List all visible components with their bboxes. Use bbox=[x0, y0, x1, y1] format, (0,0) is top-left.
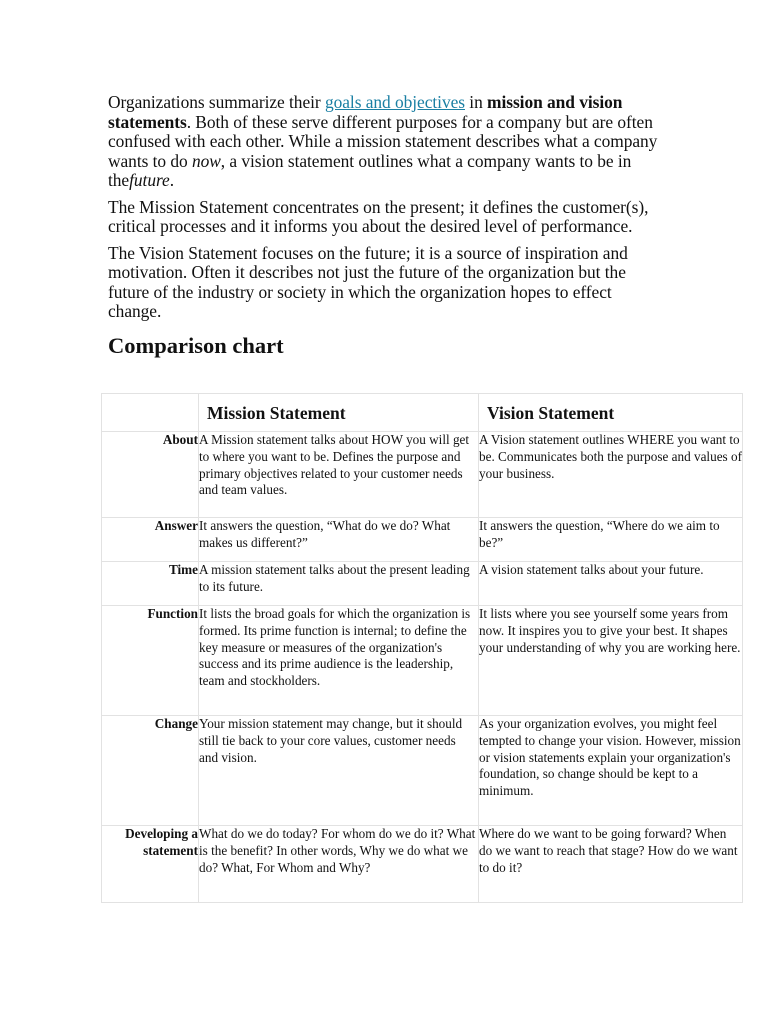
intro-text: in bbox=[464, 92, 488, 112]
table-row bbox=[102, 826, 743, 903]
intro-paragraph-2: The Mission Statement concentrates on the present; it defines the customer(s), critical processes and it informs you about the desired level of performance. bbox=[108, 196, 649, 236]
table-row bbox=[102, 562, 743, 606]
intro-italic-now: now bbox=[191, 150, 221, 171]
mission-cell: It answers the question, “What do we do? What makes us different?” bbox=[199, 518, 479, 562]
mission-cell: Your mission statement may change, but it should still tie back to your core values, customer needs and vision. bbox=[199, 716, 479, 826]
intro-text: , a vision statement outlines what a company wants to be in the bbox=[108, 150, 632, 190]
intro-bold-text: mission and vision statements bbox=[108, 92, 623, 132]
vision-cell: A vision statement talks about your future. bbox=[479, 562, 743, 606]
row-label-answer: Answer bbox=[102, 518, 199, 562]
comparison-table bbox=[101, 393, 743, 903]
intro-text: . bbox=[169, 170, 175, 190]
table-row bbox=[102, 432, 743, 518]
document-body bbox=[108, 93, 668, 360]
row-label-function: Function bbox=[102, 606, 199, 716]
row-label-about: About bbox=[102, 432, 199, 518]
intro-text: Organizations summarize their bbox=[108, 92, 325, 112]
mission-cell: What do we do today? For whom do we do it? What is the benefit? In other words, Why we do what we do? What, For Whom and Why? bbox=[199, 826, 479, 903]
vision-cell: As your organization evolves, you might feel tempted to change your vision. However, mission or vision statements explain your organization's foundation, so change should be kept to a minimum. bbox=[479, 716, 743, 826]
table-header-vision: Vision Statement bbox=[479, 394, 743, 432]
section-title: Comparison chart bbox=[108, 332, 284, 358]
row-label-developing: Developing a statement bbox=[102, 826, 199, 903]
table-row bbox=[102, 518, 743, 562]
row-label-time: Time bbox=[102, 562, 199, 606]
intro-italic-future: future bbox=[129, 170, 170, 190]
goals-objectives-link[interactable]: goals and objectives bbox=[324, 92, 465, 112]
table-header-mission: Mission Statement bbox=[199, 394, 479, 432]
intro-paragraph-1 bbox=[108, 93, 668, 191]
intro-paragraph-3: The Vision Statement focuses on the future; it is a source of inspiration and motivation. Often it describes not just the future of the organization but the future of the industry or society in which the organization hopes to effect change. bbox=[108, 242, 628, 321]
intro-text: . Both of these serve different purposes for a company but are often confused with each other. While a mission statement describes what a company wants to do bbox=[108, 111, 658, 171]
vision-cell: It answers the question, “Where do we aim to be?” bbox=[479, 518, 743, 562]
mission-cell: A mission statement talks about the present leading to its future. bbox=[199, 562, 479, 606]
table-header-corner bbox=[102, 394, 199, 432]
table-row bbox=[102, 716, 743, 826]
table-header-row bbox=[102, 394, 743, 432]
row-label-change: Change bbox=[102, 716, 199, 826]
vision-cell: Where do we want to be going forward? When do we want to reach that stage? How do we want to do it? bbox=[479, 826, 743, 903]
vision-cell: It lists where you see yourself some years from now. It inspires you to give your best. It shapes your understanding of why you are working here. bbox=[479, 606, 743, 716]
mission-cell: It lists the broad goals for which the organization is formed. Its prime function is internal; to define the key measure or measures of the organization's success and its prime audience is the leadership, team and stockholders. bbox=[199, 606, 479, 716]
mission-cell: A Mission statement talks about HOW you will get to where you want to be. Defines the purpose and primary objectives related to your customer needs and team values. bbox=[199, 432, 479, 518]
table-row bbox=[102, 606, 743, 716]
vision-cell: A Vision statement outlines WHERE you want to be. Communicates both the purpose and values of your business. bbox=[479, 432, 743, 518]
